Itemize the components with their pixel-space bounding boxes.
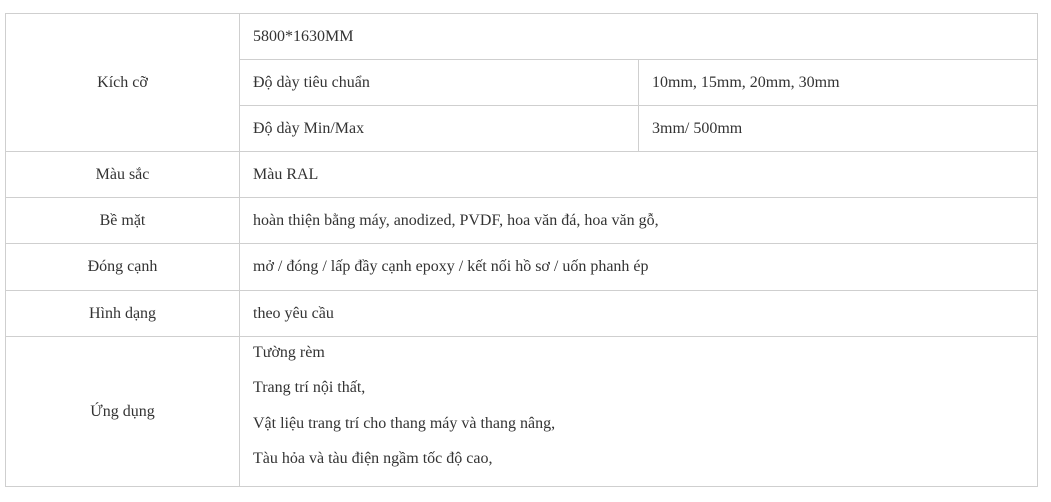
standard-thickness-label: Độ dày tiêu chuẩn (240, 60, 639, 106)
application-item: Vật liệu trang trí cho thang máy và thang nâng, (253, 414, 556, 432)
application-item: Tàu hỏa và tàu điện ngầm tốc độ cao, (253, 450, 493, 467)
shape-value: theo yêu cầu (240, 291, 1038, 337)
surface-value: hoàn thiện bằng máy, anodized, PVDF, hoa văn đá, hoa văn gỗ, (240, 198, 1038, 244)
color-value: Màu RAL (240, 152, 1038, 198)
standard-thickness-value: 10mm, 15mm, 20mm, 30mm (639, 60, 1038, 106)
size-dimension-value: 5800*1630MM (240, 14, 1038, 60)
color-label: Màu sắc (6, 152, 240, 198)
table-row-application (6, 337, 1038, 487)
table-row-color (6, 152, 1038, 198)
spec-table (5, 13, 1038, 487)
size-label: Kích cỡ (6, 14, 240, 152)
minmax-thickness-label: Độ dày Min/Max (240, 106, 639, 152)
table-row-shape (6, 291, 1038, 337)
table-row-edge (6, 244, 1038, 291)
shape-label: Hình dạng (6, 291, 240, 337)
table-row-surface (6, 198, 1038, 244)
application-list (240, 337, 1038, 487)
table-row-size-dimension (6, 14, 1038, 60)
application-item: Trang trí nội thất, (253, 379, 366, 396)
edge-value: mở / đóng / lấp đầy cạnh epoxy / kết nối hồ sơ / uốn phanh ép (240, 244, 1038, 291)
surface-label: Bề mặt (6, 198, 240, 244)
edge-label: Đóng cạnh (6, 244, 240, 291)
application-label: Ứng dụng (6, 337, 240, 487)
application-item: Tường rèm (253, 343, 325, 361)
minmax-thickness-value: 3mm/ 500mm (639, 106, 1038, 152)
